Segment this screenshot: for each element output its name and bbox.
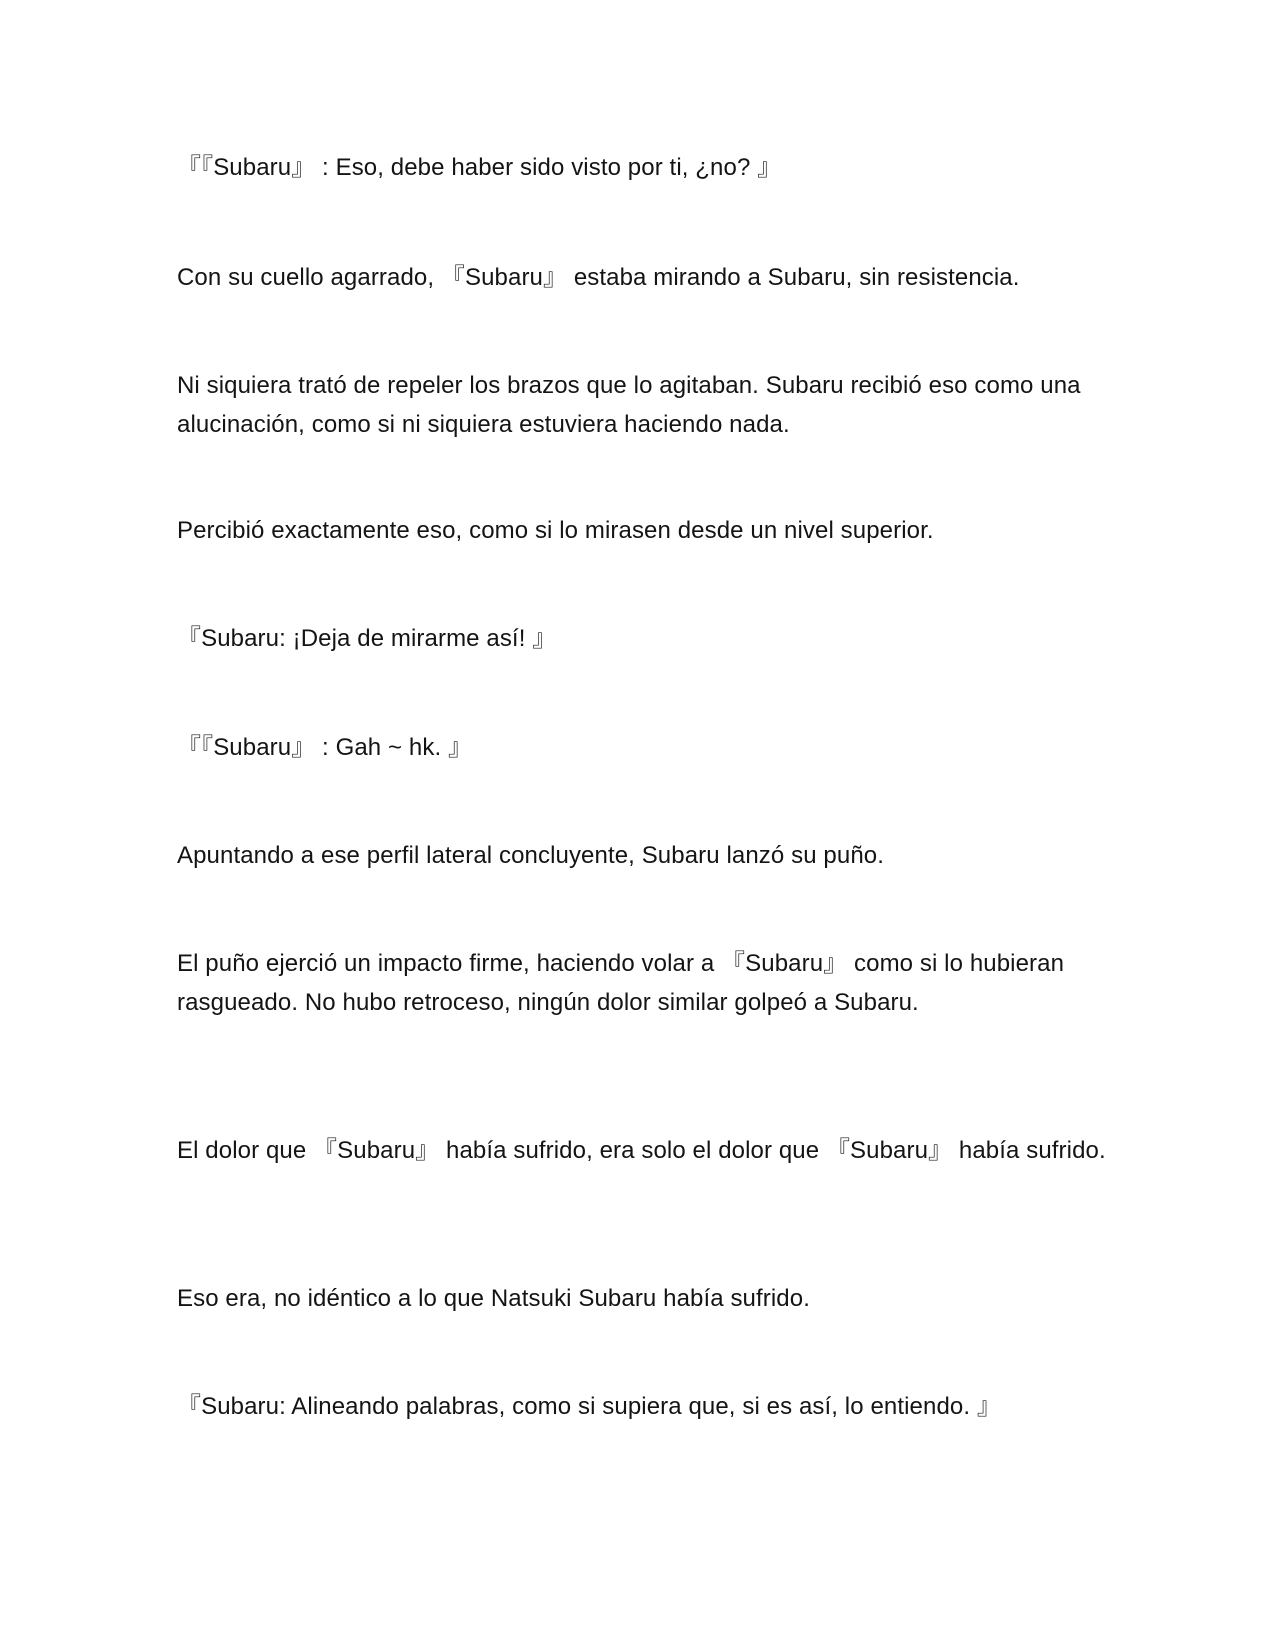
dialogue-line: 『Subaru: ¡Deja de mirarme así! 』 bbox=[177, 625, 557, 652]
narration-paragraph: Apuntando a ese perfil lateral concluyente, Subaru lanzó su puño. bbox=[177, 842, 884, 869]
narration-paragraph: Eso era, no idéntico a lo que Natsuki Subaru había sufrido. bbox=[177, 1285, 810, 1312]
dialogue-line: 『Subaru: Alineando palabras, como si supiera que, si es así, lo entiendo. 』 bbox=[177, 1393, 1001, 1420]
narration-paragraph: Percibió exactamente eso, como si lo mirasen desde un nivel superior. bbox=[177, 517, 934, 544]
dialogue-line: 『『Subaru』 : Eso, debe haber sido visto por ti, ¿no? 』 bbox=[177, 154, 782, 181]
dialogue-line: 『『Subaru』 : Gah ~ hk. 』 bbox=[177, 734, 473, 761]
narration-paragraph: El dolor que 『Subaru』 había sufrido, era solo el dolor que 『Subaru』 había sufrido. bbox=[177, 1137, 1106, 1164]
narration-paragraph: Ni siquiera trató de repeler los brazos que lo agitaban. Subaru recibió eso como una alucinación, como si ni siquiera estuviera haciendo nada. bbox=[177, 372, 1088, 438]
narration-paragraph: Con su cuello agarrado, 『Subaru』 estaba mirando a Subaru, sin resistencia. bbox=[177, 264, 1020, 291]
narration-paragraph: El puño ejerció un impacto firme, haciendo volar a 『Subaru』 como si lo hubieran rasgueado. No hubo retroceso, ningún dolor similar golpeó a Subaru. bbox=[177, 950, 1071, 1016]
